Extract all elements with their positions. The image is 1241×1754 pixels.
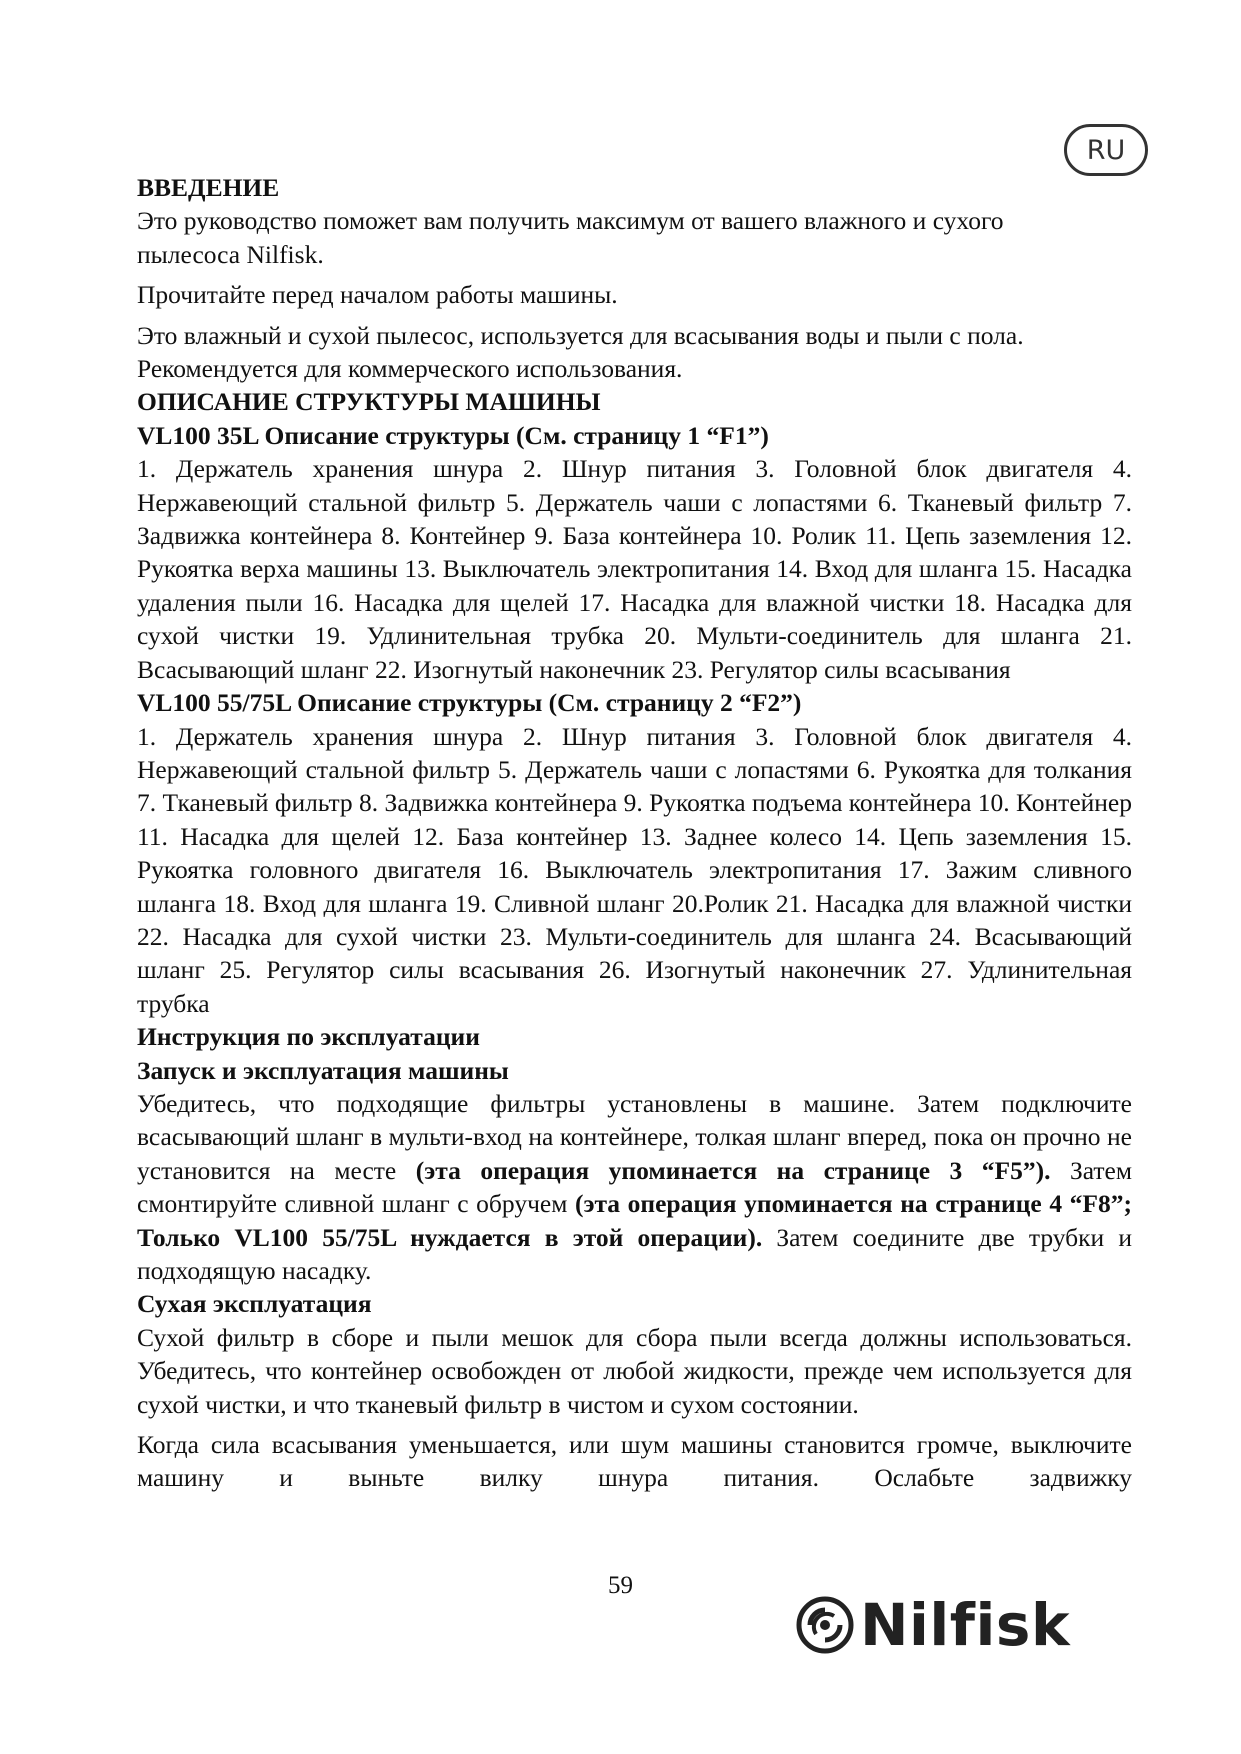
start-text-e: Затем соедините две трубки и подходящую насадку.	[137, 1222, 1133, 1285]
start-text-bold-f5: (эта операция упоминается на странице 3 “F5”).	[415, 1155, 1051, 1185]
page-number: 59	[608, 1572, 633, 1599]
vl35-parts-list: 1. Держатель хранения шнура 2. Шнур питания 3. Головной блок двигателя 4. Нержавеющий стальной фильтр 5. Держатель чаши с лопастями 6. Тканевый фильтр 7. Задвижка контейнера 8. Контейнер 9. База контейнера 10. Ролик 11. Цепь заземления 12. Рукоятка верха машины 13. Выключатель электропитания 14. Вход для шланга 15. Насадка удаления пыли 16. Насадка для щелей 17. Насадка для влажной чистки 18. Насадка для сухой чистки 19. Удлинительная трубка 20. Мульти-соединитель для шланга 21. Всасывающий шланг 22. Изогнутый наконечник 23. Регулятор силы всасывания	[137, 454, 1132, 684]
nilfisk-swirl-icon	[796, 1596, 854, 1654]
vl55-parts-list: 1. Держатель хранения шнура 2. Шнур питания 3. Головной блок двигателя 4. Нержавеющий стальной фильтр 5. Держатель чаши с лопастями 6. Рукоятка для толкания 7. Тканевый фильтр 8. Задвижка контейнера 9. Рукоятка подъема контейнера 10. Контейнер 11. Насадка для щелей 12. База контейнер 13. Заднее колесо 14. Цепь заземления 15. Рукоятка головного двигателя 16. Выключатель электропитания 17. Зажим сливного шланга 18. Вход для шланга 19. Сливной шланг 20.Ролик 21. Насадка для влажной чистки 22. Насадка для сухой чистки 23. Мульти-соединитель для шланга 24. Всасывающий шланг 25. Регулятор силы всасывания 26. Изогнутый наконечник 27. Удлинительная трубка	[137, 721, 1132, 1018]
dry-paragraph-2: Когда сила всасывания уменьшается, или шум машины становится громче, выключите машину и выньте вилку шнура питания. Ослабьте задвижку	[137, 1430, 1132, 1493]
start-text-c: Затем смонтируйте сливной шланг с обручем	[137, 1155, 1133, 1219]
intro-paragraph-1: Это руководство поможет вам получить максимум от вашего влажного и сухого пылесоса Nilfisk.	[137, 206, 1004, 269]
intro-heading: ВВЕДЕНИЕ	[137, 173, 280, 202]
intro-paragraph-2: Прочитайте перед началом работы машины.	[137, 280, 618, 310]
language-code: RU	[1086, 134, 1126, 166]
start-paragraph	[137, 1087, 1132, 1287]
start-heading: Запуск и эксплуатация машины	[137, 1055, 509, 1085]
nilfisk-logo	[796, 1593, 1070, 1657]
page-content	[137, 171, 1132, 1495]
vl35-structure-heading: VL100 35L Описание структуры (См. страницу 1 “F1”)	[137, 420, 769, 450]
structure-heading: ОПИСАНИЕ СТРУКТУРЫ МАШИНЫ	[137, 387, 601, 417]
dry-heading: Сухая эксплуатация	[137, 1289, 372, 1319]
dry-paragraph-1: Сухой фильтр в сборе и пыли мешок для сбора пыли всегда должны использоваться. Убедитесь, что контейнер освобожден от любой жидкости, прежде чем используется для сухой чистки, и что тканевый фильтр в чистом и сухом состоянии.	[137, 1322, 1132, 1419]
language-badge	[1064, 124, 1148, 176]
brand-name: Nilfisk	[860, 1591, 1071, 1659]
vl55-structure-heading: VL100 55/75L Описание структуры (См. страницу 2 “F2”)	[137, 688, 802, 718]
intro-paragraph-3: Это влажный и сухой пылесос, используется для всасывания воды и пыли с пола. Рекомендуется для коммерческого использования.	[137, 320, 1024, 384]
operation-heading: Инструкция по эксплуатации	[137, 1022, 480, 1052]
start-text-bold-f8: (эта операция упоминается на странице 4 “F8”; Только VL100 55/75L нуждается в этой операции).	[137, 1189, 1132, 1252]
start-text-a: Убедитесь, что подходящие фильтры установлены в машине. Затем подключите всасывающий шланг в мульти-вход на контейнере, толкая шланг вперед, пока он прочно не установится на месте	[137, 1088, 1132, 1185]
